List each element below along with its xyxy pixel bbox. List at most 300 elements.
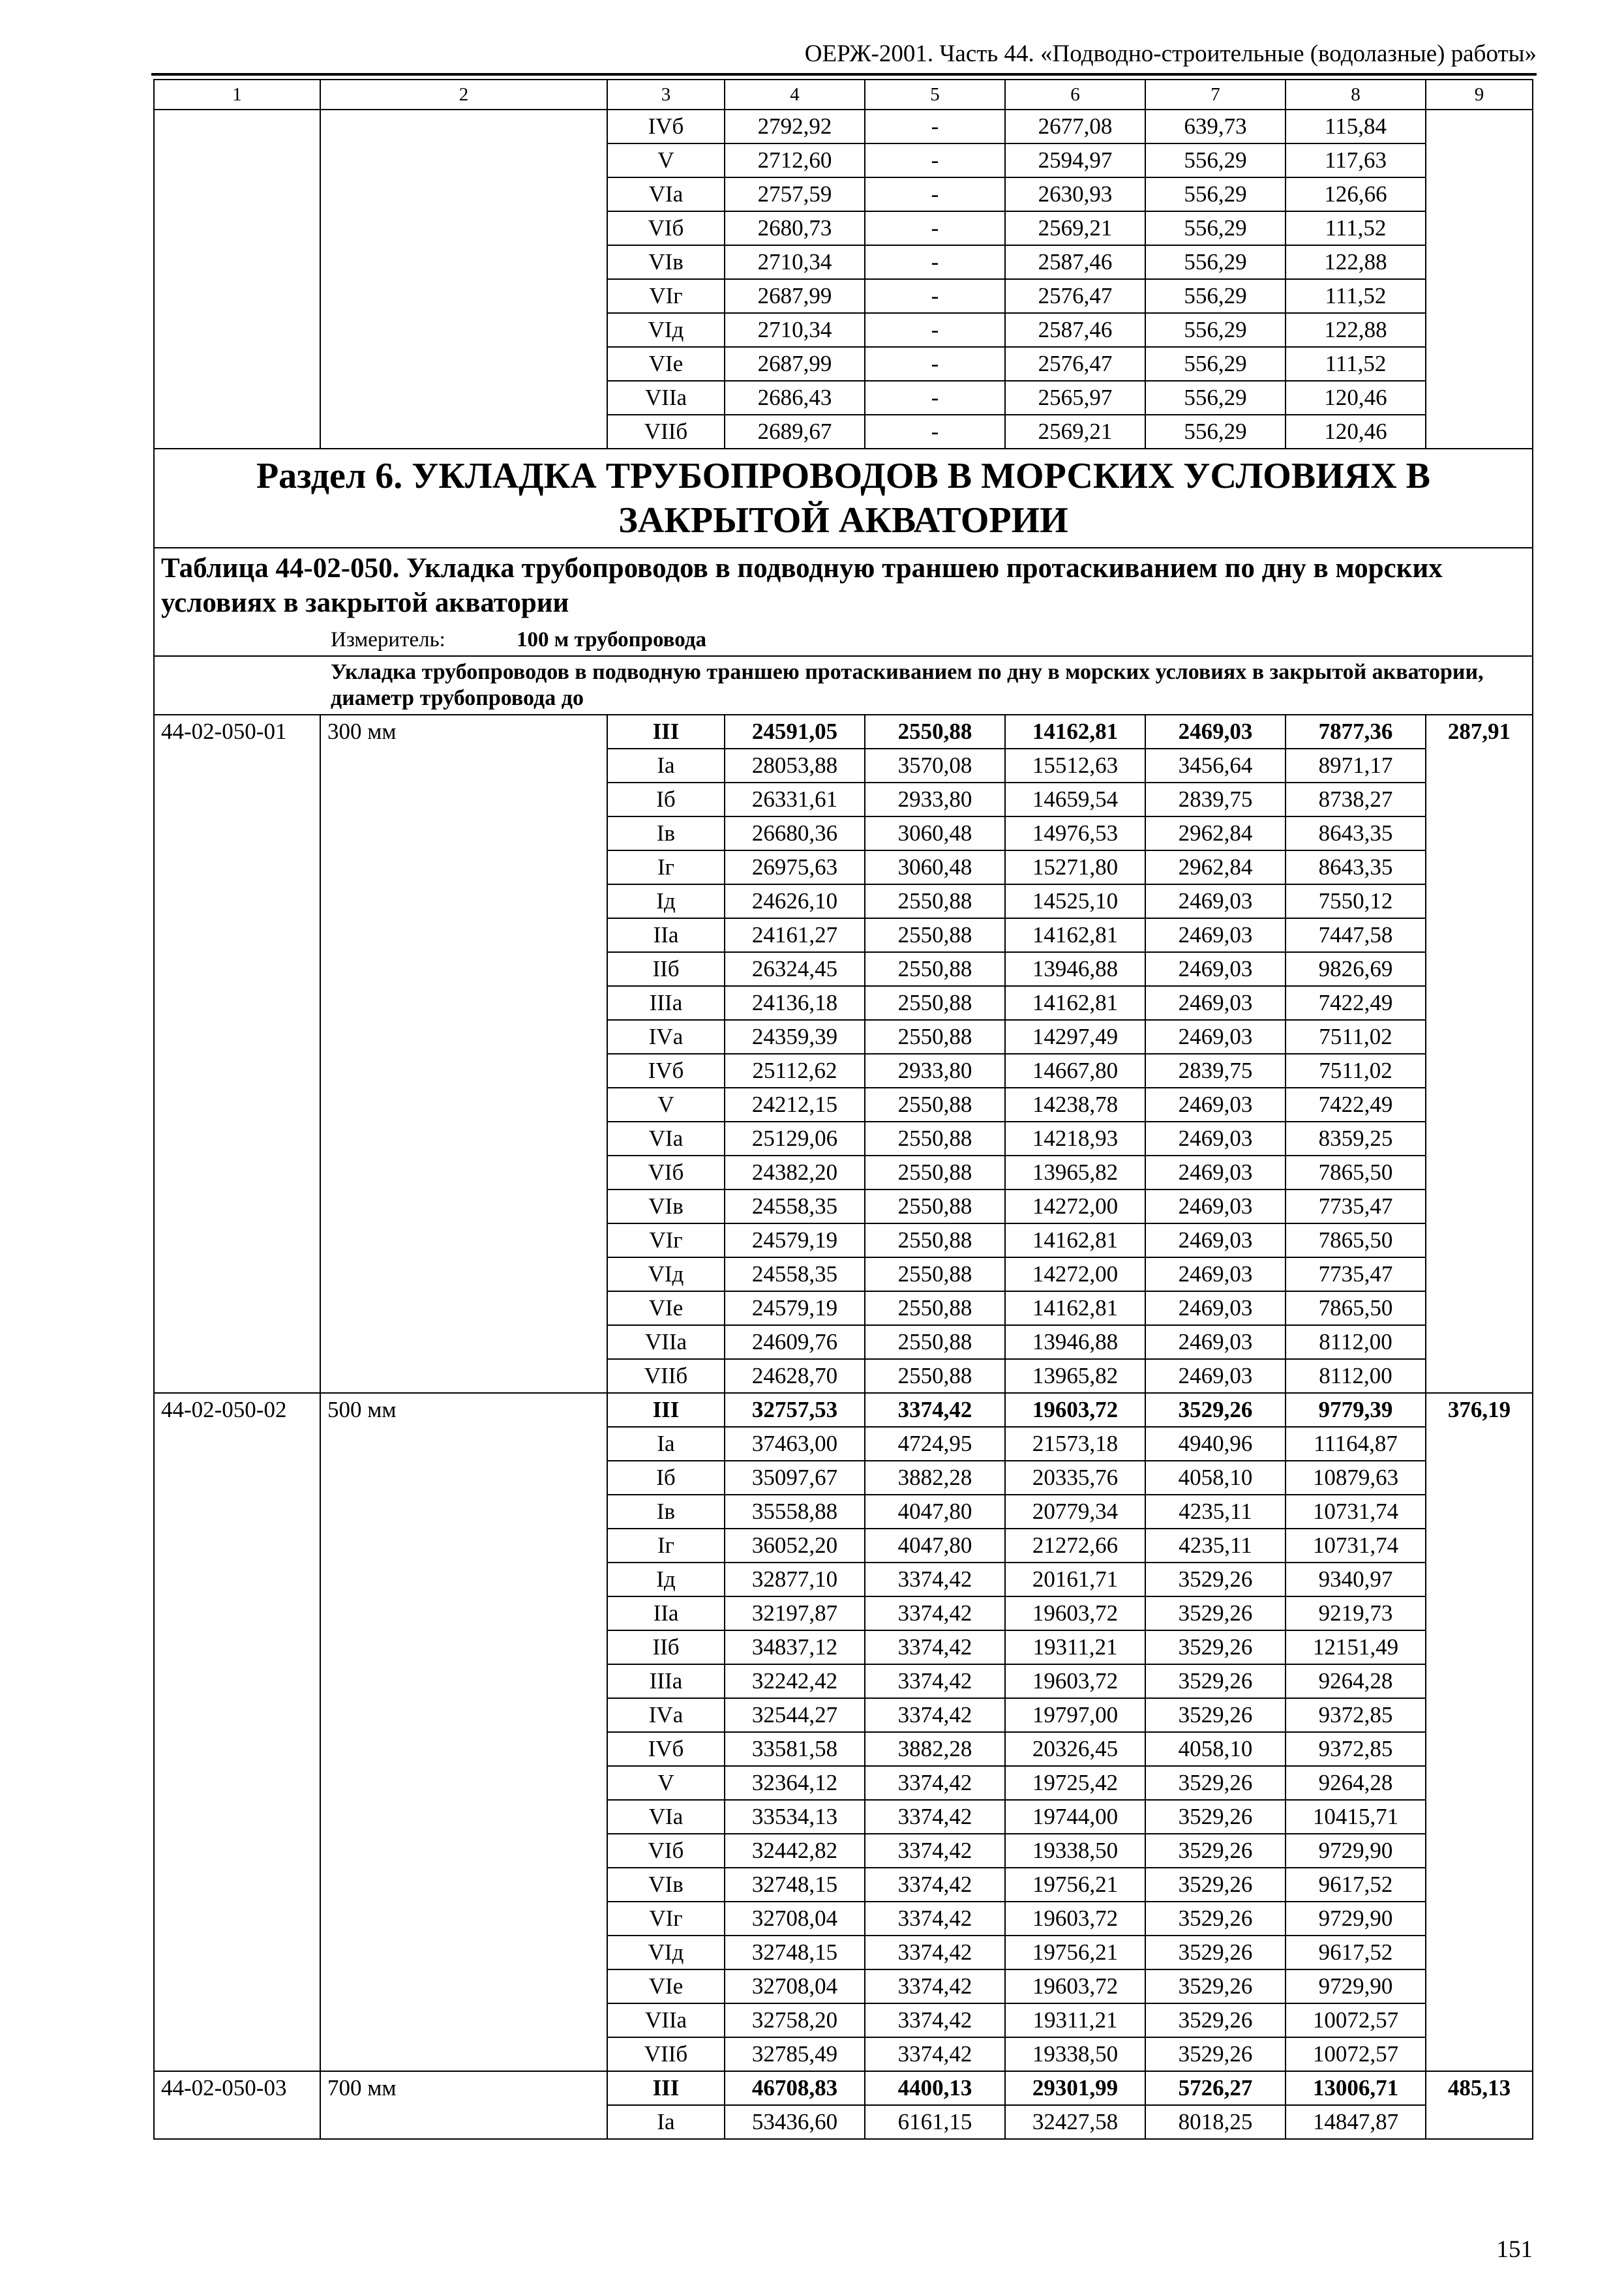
value-cell: 21573,18 xyxy=(1005,1427,1145,1461)
value-cell: IIIа xyxy=(607,986,725,1020)
value-cell: 19338,50 xyxy=(1005,1834,1145,1868)
item-total: 485,13 xyxy=(1426,2071,1533,2105)
value-cell: IVб xyxy=(607,1732,725,1766)
value-cell: - xyxy=(865,415,1005,449)
code-cell xyxy=(154,381,320,415)
item-code xyxy=(154,1223,320,1257)
value-cell: VIв xyxy=(607,1868,725,1902)
table-row xyxy=(154,1766,1533,1800)
code-cell xyxy=(154,279,320,313)
item-name xyxy=(320,2037,607,2071)
value-cell: 19603,72 xyxy=(1005,1596,1145,1630)
value-cell: 3374,42 xyxy=(865,1563,1005,1596)
value-cell: 10072,57 xyxy=(1286,2037,1426,2071)
value-cell: 2469,03 xyxy=(1145,952,1286,986)
value-cell: VIе xyxy=(607,1291,725,1325)
item-total xyxy=(1426,1834,1533,1868)
value-cell: Iг xyxy=(607,850,725,884)
value-cell: VIв xyxy=(607,1189,725,1223)
item-code xyxy=(154,1664,320,1698)
value-cell: 10415,71 xyxy=(1286,1800,1426,1834)
value-cell: 556,29 xyxy=(1145,177,1286,211)
table-row xyxy=(154,1427,1533,1461)
value-cell: 14667,80 xyxy=(1005,1054,1145,1088)
value-cell: 3374,42 xyxy=(865,1969,1005,2003)
item-name xyxy=(320,1868,607,1902)
item-total xyxy=(1426,1257,1533,1291)
value-cell: 3374,42 xyxy=(865,1393,1005,1427)
total-cell xyxy=(1426,313,1533,347)
value-cell: 3882,28 xyxy=(865,1732,1005,1766)
value-cell: 2686,43 xyxy=(725,381,865,415)
value-cell: 2839,75 xyxy=(1145,1054,1286,1088)
value-cell: 2550,88 xyxy=(865,952,1005,986)
value-cell: 3529,26 xyxy=(1145,1596,1286,1630)
total-cell xyxy=(1426,110,1533,143)
value-cell: VIв xyxy=(607,245,725,279)
table-row xyxy=(154,749,1533,783)
table-row xyxy=(154,1698,1533,1732)
value-cell: VIIа xyxy=(607,1325,725,1359)
item-total xyxy=(1426,1596,1533,1630)
value-cell: - xyxy=(865,177,1005,211)
item-code xyxy=(154,1054,320,1088)
value-cell: V xyxy=(607,143,725,177)
value-cell: 32757,53 xyxy=(725,1393,865,1427)
value-cell: 115,84 xyxy=(1286,110,1426,143)
item-code xyxy=(154,1495,320,1529)
value-cell: 7865,50 xyxy=(1286,1223,1426,1257)
table-row xyxy=(154,1020,1533,1054)
item-main-row xyxy=(154,715,1533,749)
item-name xyxy=(320,884,607,918)
value-cell: 2550,88 xyxy=(865,1223,1005,1257)
value-cell: 14659,54 xyxy=(1005,783,1145,816)
meter-label: Измеритель: xyxy=(331,628,445,651)
value-cell: 2469,03 xyxy=(1145,1156,1286,1189)
value-cell: 19603,72 xyxy=(1005,1969,1145,2003)
value-cell: 33534,13 xyxy=(725,1800,865,1834)
item-total xyxy=(1426,1122,1533,1156)
value-cell: 7511,02 xyxy=(1286,1054,1426,1088)
table-row xyxy=(154,850,1533,884)
column-number: 6 xyxy=(1005,80,1145,110)
item-total xyxy=(1426,1427,1533,1461)
value-cell: 3374,42 xyxy=(865,1664,1005,1698)
value-cell: 9729,90 xyxy=(1286,1969,1426,2003)
item-name xyxy=(320,1766,607,1800)
item-code xyxy=(154,1427,320,1461)
value-cell: 2469,03 xyxy=(1145,1359,1286,1393)
item-code xyxy=(154,986,320,1020)
item-total xyxy=(1426,1020,1533,1054)
value-cell: 2680,73 xyxy=(725,211,865,245)
value-cell: 7422,49 xyxy=(1286,986,1426,1020)
item-total xyxy=(1426,918,1533,952)
name-cell xyxy=(320,110,607,143)
value-cell: 32544,27 xyxy=(725,1698,865,1732)
value-cell: 556,29 xyxy=(1145,211,1286,245)
value-cell: 24136,18 xyxy=(725,986,865,1020)
value-cell: 15512,63 xyxy=(1005,749,1145,783)
value-cell: 14162,81 xyxy=(1005,1223,1145,1257)
code-cell xyxy=(154,143,320,177)
value-cell: IIа xyxy=(607,918,725,952)
meter-row xyxy=(154,623,1533,656)
value-cell: Iд xyxy=(607,884,725,918)
value-cell: 7511,02 xyxy=(1286,1020,1426,1054)
total-cell xyxy=(1426,279,1533,313)
value-cell: 2469,03 xyxy=(1145,986,1286,1020)
value-cell: IVа xyxy=(607,1698,725,1732)
value-cell: 3060,48 xyxy=(865,816,1005,850)
value-cell: 10879,63 xyxy=(1286,1461,1426,1495)
column-number: 9 xyxy=(1426,80,1533,110)
value-cell: 2687,99 xyxy=(725,347,865,381)
table-row xyxy=(154,1969,1533,2003)
item-name xyxy=(320,1054,607,1088)
header-rule xyxy=(151,73,1537,76)
value-cell: IVб xyxy=(607,1054,725,1088)
value-cell: 5726,27 xyxy=(1145,2071,1286,2105)
total-cell xyxy=(1426,347,1533,381)
item-total xyxy=(1426,1664,1533,1698)
item-name xyxy=(320,1630,607,1664)
value-cell: 32748,15 xyxy=(725,1868,865,1902)
value-cell: 9340,97 xyxy=(1286,1563,1426,1596)
item-code xyxy=(154,1902,320,1936)
value-cell: 4235,11 xyxy=(1145,1495,1286,1529)
value-cell: 8971,17 xyxy=(1286,749,1426,783)
value-cell: 13006,71 xyxy=(1286,2071,1426,2105)
continuation-row xyxy=(154,381,1533,415)
item-total xyxy=(1426,1223,1533,1257)
item-code xyxy=(154,1732,320,1766)
value-cell: 7865,50 xyxy=(1286,1156,1426,1189)
table-row xyxy=(154,1291,1533,1325)
value-cell: 2933,80 xyxy=(865,783,1005,816)
value-cell: 8643,35 xyxy=(1286,850,1426,884)
name-cell xyxy=(320,177,607,211)
value-cell: 111,52 xyxy=(1286,279,1426,313)
item-total xyxy=(1426,1189,1533,1223)
table-row xyxy=(154,918,1533,952)
value-cell: 19756,21 xyxy=(1005,1868,1145,1902)
item-total xyxy=(1426,1732,1533,1766)
value-cell: 24161,27 xyxy=(725,918,865,952)
item-name xyxy=(320,986,607,1020)
column-number: 5 xyxy=(865,80,1005,110)
value-cell: 2550,88 xyxy=(865,918,1005,952)
value-cell: 32242,42 xyxy=(725,1664,865,1698)
item-total xyxy=(1426,1156,1533,1189)
value-cell: 2792,92 xyxy=(725,110,865,143)
value-cell: 32748,15 xyxy=(725,1936,865,1969)
meter xyxy=(154,623,1533,656)
value-cell: 3570,08 xyxy=(865,749,1005,783)
value-cell: 21272,66 xyxy=(1005,1529,1145,1563)
value-cell: 2687,99 xyxy=(725,279,865,313)
value-cell: IIа xyxy=(607,1596,725,1630)
value-cell: 19797,00 xyxy=(1005,1698,1145,1732)
name-cell xyxy=(320,245,607,279)
total-cell xyxy=(1426,381,1533,415)
value-cell: 9219,73 xyxy=(1286,1596,1426,1630)
table-row xyxy=(154,1223,1533,1257)
value-cell: VIд xyxy=(607,1257,725,1291)
value-cell: 111,52 xyxy=(1286,347,1426,381)
value-cell: 3374,42 xyxy=(865,1800,1005,1834)
value-cell: 117,63 xyxy=(1286,143,1426,177)
value-cell: 2594,97 xyxy=(1005,143,1145,177)
value-cell: 120,46 xyxy=(1286,381,1426,415)
value-cell: 2550,88 xyxy=(865,1122,1005,1156)
item-name xyxy=(320,1427,607,1461)
item-code xyxy=(154,1461,320,1495)
value-cell: 24579,19 xyxy=(725,1291,865,1325)
value-cell: 2550,88 xyxy=(865,715,1005,749)
value-cell: 7877,36 xyxy=(1286,715,1426,749)
item-code xyxy=(154,1189,320,1223)
continuation-row xyxy=(154,245,1533,279)
value-cell: 14238,78 xyxy=(1005,1088,1145,1122)
item-name xyxy=(320,2105,607,2139)
item-total xyxy=(1426,2003,1533,2037)
value-cell: 4058,10 xyxy=(1145,1461,1286,1495)
table-row xyxy=(154,1088,1533,1122)
item-code xyxy=(154,1936,320,1969)
section-title: Раздел 6. УКЛАДКА ТРУБОПРОВОДОВ В МОРСКИХ УСЛОВИЯХ В ЗАКРЫТОЙ АКВАТОРИИ xyxy=(154,449,1533,548)
value-cell: 3374,42 xyxy=(865,1902,1005,1936)
value-cell: 2569,21 xyxy=(1005,415,1145,449)
value-cell: 9264,28 xyxy=(1286,1766,1426,1800)
value-cell: III xyxy=(607,1393,725,1427)
value-cell: 7735,47 xyxy=(1286,1257,1426,1291)
value-cell: 24359,39 xyxy=(725,1020,865,1054)
item-name xyxy=(320,1156,607,1189)
table-row xyxy=(154,1461,1533,1495)
value-cell: 2839,75 xyxy=(1145,783,1286,816)
value-cell: 2550,88 xyxy=(865,1189,1005,1223)
value-cell: 19744,00 xyxy=(1005,1800,1145,1834)
table-row xyxy=(154,1054,1533,1088)
code-cell xyxy=(154,245,320,279)
item-code xyxy=(154,1156,320,1189)
value-cell: 34837,12 xyxy=(725,1630,865,1664)
value-cell: 19603,72 xyxy=(1005,1393,1145,1427)
value-cell: 7865,50 xyxy=(1286,1291,1426,1325)
item-total xyxy=(1426,850,1533,884)
item-code xyxy=(154,1088,320,1122)
item-total xyxy=(1426,1766,1533,1800)
value-cell: 2469,03 xyxy=(1145,1325,1286,1359)
value-cell: 19311,21 xyxy=(1005,2003,1145,2037)
value-cell: 46708,83 xyxy=(725,2071,865,2105)
value-cell: - xyxy=(865,143,1005,177)
value-cell: VIIб xyxy=(607,1359,725,1393)
value-cell: 7447,58 xyxy=(1286,918,1426,952)
value-cell: VIб xyxy=(607,211,725,245)
item-total xyxy=(1426,749,1533,783)
value-cell: 14162,81 xyxy=(1005,986,1145,1020)
item-code xyxy=(154,2003,320,2037)
item-name xyxy=(320,1936,607,1969)
name-cell xyxy=(320,313,607,347)
value-cell: 7735,47 xyxy=(1286,1189,1426,1223)
item-name xyxy=(320,1189,607,1223)
name-cell xyxy=(320,347,607,381)
value-cell: 24212,15 xyxy=(725,1088,865,1122)
value-cell: 2469,03 xyxy=(1145,884,1286,918)
table-row xyxy=(154,816,1533,850)
continuation-row xyxy=(154,279,1533,313)
value-cell: 4047,80 xyxy=(865,1495,1005,1529)
value-cell: 14162,81 xyxy=(1005,715,1145,749)
value-cell: 32708,04 xyxy=(725,1902,865,1936)
item-total xyxy=(1426,1359,1533,1393)
value-cell: 24579,19 xyxy=(725,1223,865,1257)
column-number: 3 xyxy=(607,80,725,110)
value-cell: 3374,42 xyxy=(865,2003,1005,2037)
item-total xyxy=(1426,2037,1533,2071)
item-name xyxy=(320,850,607,884)
item-code: 44-02-050-02 xyxy=(154,1393,320,1427)
value-cell: IIIа xyxy=(607,1664,725,1698)
column-number: 4 xyxy=(725,80,865,110)
value-cell: 2550,88 xyxy=(865,1020,1005,1054)
value-cell: 2710,34 xyxy=(725,313,865,347)
value-cell: Iг xyxy=(607,1529,725,1563)
value-cell: 9372,85 xyxy=(1286,1732,1426,1766)
value-cell: 2469,03 xyxy=(1145,1257,1286,1291)
item-code xyxy=(154,1969,320,2003)
code-cell xyxy=(154,415,320,449)
value-cell: 3529,26 xyxy=(1145,1766,1286,1800)
value-cell: 53436,60 xyxy=(725,2105,865,2139)
running-header: ОЕРЖ-2001. Часть 44. «Подводно-строительные (водолазные) работы» xyxy=(804,40,1537,67)
item-total xyxy=(1426,1088,1533,1122)
page-number: 151 xyxy=(1496,2236,1533,2263)
item-total xyxy=(1426,783,1533,816)
value-cell: VIд xyxy=(607,313,725,347)
item-total xyxy=(1426,1563,1533,1596)
value-cell: 32877,10 xyxy=(725,1563,865,1596)
item-code xyxy=(154,1800,320,1834)
item-total xyxy=(1426,1902,1533,1936)
meter-value: 100 м трубопровода xyxy=(517,628,707,651)
table-row xyxy=(154,2003,1533,2037)
item-total: 376,19 xyxy=(1426,1393,1533,1427)
value-cell: 3882,28 xyxy=(865,1461,1005,1495)
value-cell: VIе xyxy=(607,1969,725,2003)
value-cell: 3374,42 xyxy=(865,1630,1005,1664)
value-cell: 32442,82 xyxy=(725,1834,865,1868)
value-cell: 9372,85 xyxy=(1286,1698,1426,1732)
value-cell: - xyxy=(865,313,1005,347)
continuation-row xyxy=(154,211,1533,245)
value-cell: 32364,12 xyxy=(725,1766,865,1800)
table-row xyxy=(154,1495,1533,1529)
value-cell: 13946,88 xyxy=(1005,952,1145,986)
value-cell: VIе xyxy=(607,347,725,381)
value-cell: III xyxy=(607,2071,725,2105)
value-cell: 2469,03 xyxy=(1145,1122,1286,1156)
value-cell: 3529,26 xyxy=(1145,1664,1286,1698)
value-cell: 15271,80 xyxy=(1005,850,1145,884)
value-cell: 3374,42 xyxy=(865,2037,1005,2071)
item-name: 300 мм xyxy=(320,715,607,749)
value-cell: VIд xyxy=(607,1936,725,1969)
value-cell: IIб xyxy=(607,952,725,986)
value-cell: 14162,81 xyxy=(1005,918,1145,952)
value-cell: 20161,71 xyxy=(1005,1563,1145,1596)
item-code xyxy=(154,1766,320,1800)
item-name xyxy=(320,1834,607,1868)
continuation-row xyxy=(154,177,1533,211)
value-cell: 32758,20 xyxy=(725,2003,865,2037)
item-code xyxy=(154,850,320,884)
value-cell: 2677,08 xyxy=(1005,110,1145,143)
table-row xyxy=(154,1800,1533,1834)
value-cell: 2550,88 xyxy=(865,1156,1005,1189)
description-row xyxy=(154,656,1533,715)
value-cell: 2630,93 xyxy=(1005,177,1145,211)
value-cell: VIIа xyxy=(607,2003,725,2037)
item-name xyxy=(320,918,607,952)
total-cell xyxy=(1426,143,1533,177)
item-name xyxy=(320,1495,607,1529)
value-cell: 2576,47 xyxy=(1005,279,1145,313)
code-cell xyxy=(154,211,320,245)
value-cell: - xyxy=(865,279,1005,313)
value-cell: 4400,13 xyxy=(865,2071,1005,2105)
item-total xyxy=(1426,986,1533,1020)
value-cell: VIIа xyxy=(607,381,725,415)
item-code xyxy=(154,884,320,918)
item-code: 44-02-050-03 xyxy=(154,2071,320,2105)
table-row xyxy=(154,1732,1533,1766)
value-cell: 2469,03 xyxy=(1145,918,1286,952)
value-cell: 2469,03 xyxy=(1145,1020,1286,1054)
value-cell: - xyxy=(865,211,1005,245)
value-cell: Iб xyxy=(607,1461,725,1495)
total-cell xyxy=(1426,211,1533,245)
item-name xyxy=(320,1732,607,1766)
value-cell: 4047,80 xyxy=(865,1529,1005,1563)
value-cell: Iб xyxy=(607,783,725,816)
value-cell: 24626,10 xyxy=(725,884,865,918)
value-cell: 19338,50 xyxy=(1005,2037,1145,2071)
item-name xyxy=(320,1698,607,1732)
rates-table xyxy=(153,79,1533,2140)
value-cell: 4724,95 xyxy=(865,1427,1005,1461)
item-code xyxy=(154,1257,320,1291)
item-code xyxy=(154,1020,320,1054)
item-code xyxy=(154,1325,320,1359)
value-cell: 3374,42 xyxy=(865,1596,1005,1630)
value-cell: 4940,96 xyxy=(1145,1427,1286,1461)
table-row xyxy=(154,1630,1533,1664)
value-cell: 2565,97 xyxy=(1005,381,1145,415)
table-row xyxy=(154,1189,1533,1223)
value-cell: 37463,00 xyxy=(725,1427,865,1461)
item-code xyxy=(154,1122,320,1156)
table-row xyxy=(154,952,1533,986)
value-cell: 24628,70 xyxy=(725,1359,865,1393)
item-name xyxy=(320,1529,607,1563)
value-cell: 2469,03 xyxy=(1145,1223,1286,1257)
value-cell: - xyxy=(865,347,1005,381)
